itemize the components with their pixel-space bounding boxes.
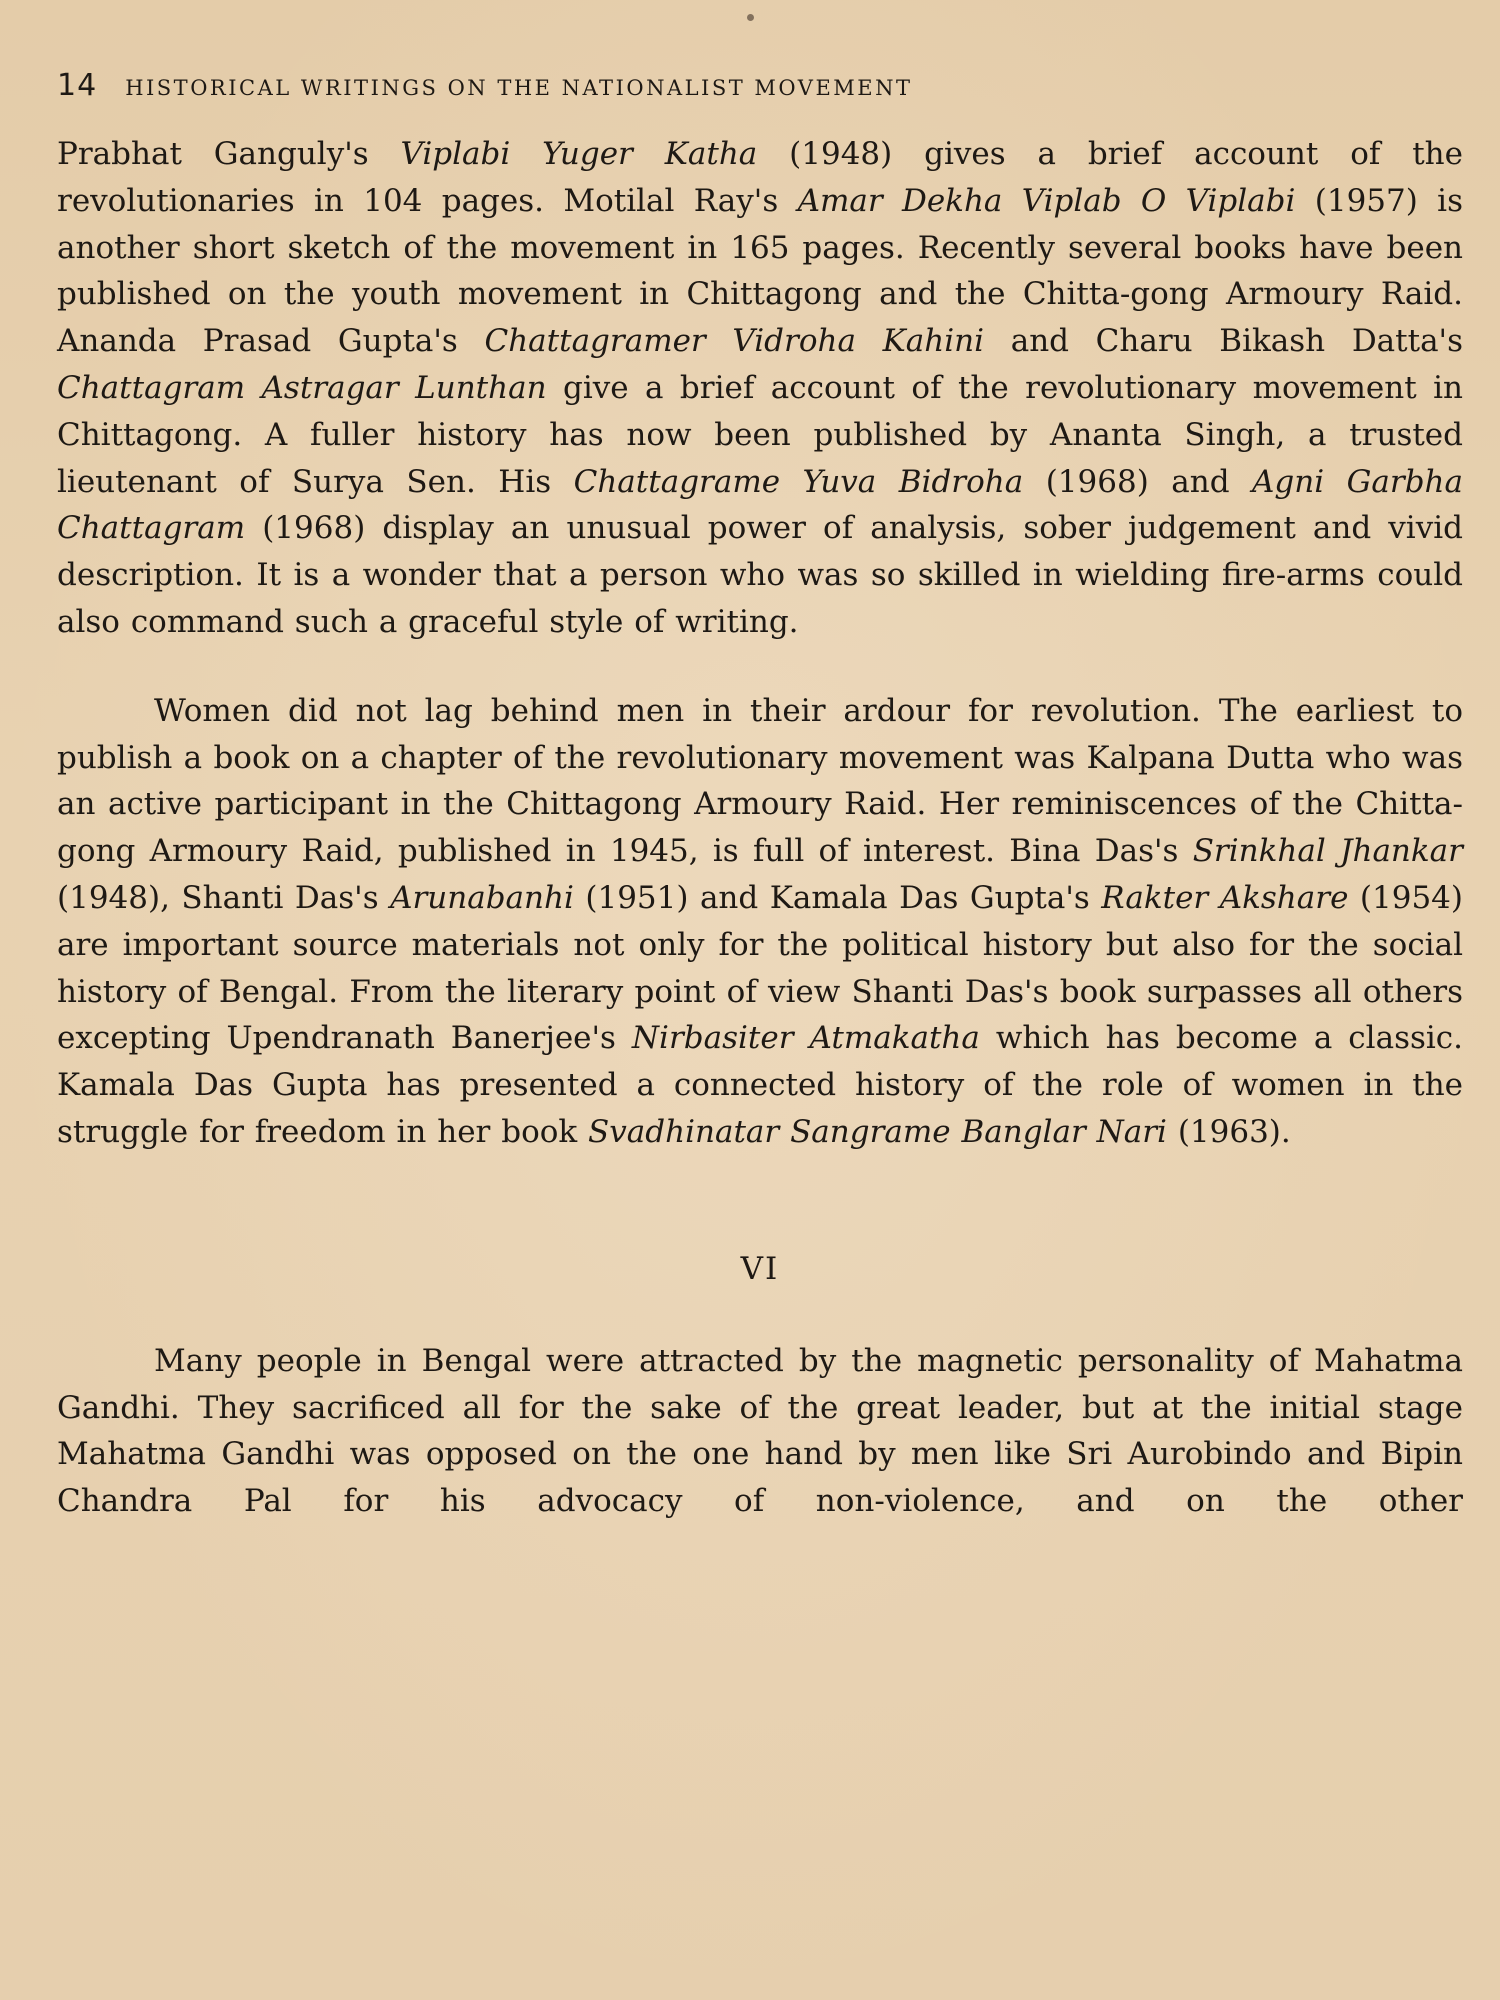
book-title: Nirbasiter Atmakatha [631, 1020, 980, 1057]
text-run: and Charu Bikash Datta's [984, 323, 1463, 360]
section-heading: VI [740, 1250, 780, 1287]
text-run: (1963). [1166, 1113, 1291, 1150]
text-run: (1948) gives a brief account of the revolutionaries in 104 pages. Motilal Ray's [57, 136, 1463, 219]
paragraph-women-revolutionaries [57, 688, 1463, 1156]
book-title: Arunabanhi [390, 879, 574, 916]
text-run: (1948), Shanti Das's [57, 879, 391, 916]
book-title: Chattagramer Vidroha Kahini [484, 323, 985, 360]
book-title: Chattagrame Yuva Bidroha [573, 463, 1024, 500]
text-run: (1951) and Kamala Das Gupta's [573, 879, 1102, 916]
book-title: Srinkhal Jhankar [1192, 833, 1463, 870]
book-title: Viplabi Yuger Katha [400, 136, 758, 172]
book-title: Rakter Akshare [1101, 879, 1349, 916]
book-title: Chattagram Astragar Lunthan [57, 369, 547, 406]
text-run: (1968) and [1023, 463, 1253, 500]
text-run: give a brief account of the revolutionary movement in Chittagong. A fuller history has now been published by Ananta Singh, a trusted lieutenant of Surya Sen. His [57, 369, 1464, 500]
text-run: Prabhat Ganguly's [57, 136, 401, 172]
running-head [57, 68, 1463, 112]
text-run: (1957) is another short sketch of the movement in 165 pages. Recently several books have been published on the youth movement in Chittagong and the Chitta-gong Armoury Raid. Ananda Prasad Gupta's [57, 182, 1463, 360]
text-run: which has become a classic. Kamala Das Gupta has presented a connected history of the role of women in the struggle for freedom in her book [57, 1020, 1464, 1150]
book-title: Agni Garbha Chattagram [57, 463, 1463, 547]
text-run: Women did not lag behind men in their ardour for revolution. The earliest to publish a book on a chapter of the revolutionary movement was Kalpana Dutta who was an active participant in the Chittagong Armoury Raid. Her reminiscences of the Chitta-gong Armoury Raid, published in 1945, is full of interest. Bina Das's [57, 692, 1463, 870]
text-run: (1954) are important source materials not only for the political history but also for the social history of Bengal. From the literary point of view Shanti Das's book surpasses all others excepting Upendranath Banerjee's [57, 879, 1463, 1057]
running-title: HISTORICAL WRITINGS ON THE NATIONALIST MOVEMENT [125, 76, 913, 100]
text-run: (1968) display an unusual power of analysis, sober judgement and vivid description. It is a wonder that a person who was so skilled in wielding fire-arms could also command such a graceful style of writing. [57, 510, 1463, 640]
paragraph-revolutionary-histories [57, 131, 1463, 646]
page-number: 14 [57, 68, 98, 103]
paragraph-gandhi [57, 1338, 1463, 1525]
text-run: Many people in Bengal were attracted by the magnetic personality of Mahatma Gandhi. They sacrificed all for the sake of the great leader, but at the initial stage Mahatma Gandhi was opposed on the one hand by men like Sri Aurobindo and Bipin Chandra Pal for his advocacy of non-violence, and on the other [57, 1342, 1463, 1520]
paper-speck [747, 14, 754, 21]
book-title: Amar Dekha Viplab O Viplabi [797, 182, 1296, 219]
book-title: Svadhinatar Sangrame Banglar Nari [588, 1113, 1167, 1150]
